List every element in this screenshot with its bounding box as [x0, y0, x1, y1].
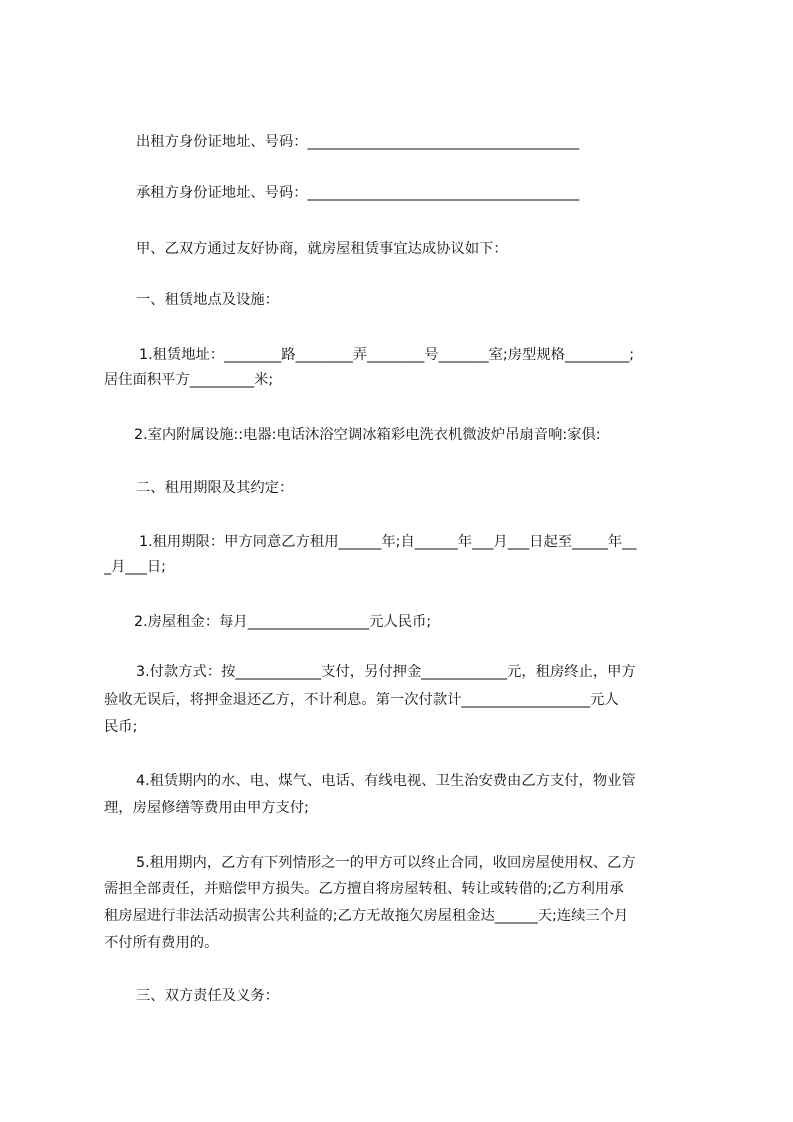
- clause-2-2: 2.房屋租金：每月_________________元人民币;: [134, 614, 432, 630]
- section-heading-1: 一、租赁地点及设施：: [136, 292, 279, 308]
- lessee-id-line: 承租方身份证地址、号码：______________________________________: [136, 185, 580, 201]
- section-heading-3: 三、双方责任及义务：: [136, 988, 279, 1004]
- section-heading-2: 二、租用期限及其约定：: [136, 480, 294, 496]
- clause-1-1-line-1: 1.租赁地址：________路________弄________号_______室;房型规格_________;: [139, 347, 635, 363]
- clause-2-3-line-1: 3.付款方式：按____________支付，另付押金____________元，租房终止，甲方: [136, 664, 636, 680]
- clause-2-3-line-2: 验收无误后，将押金退还乙方，不计利息。第一次付款计__________________元人: [104, 692, 619, 708]
- clause-2-4-line-2: 理，房屋修缮等费用由甲方支付;: [104, 800, 309, 816]
- clause-2-1-line-2: _月___日;: [104, 559, 167, 575]
- clause-2-5-line-4: 不付所有费用的。: [104, 935, 219, 951]
- clause-2-1-line-1: 1.租用期限：甲方同意乙方租用______年;自______年___月___日起至_____年__: [139, 534, 637, 550]
- lessor-id-line: 出租方身份证地址、号码：______________________________________: [136, 134, 580, 150]
- clause-2-5-line-2: 需担全部责任，并赔偿甲方损失。乙方擅自将房屋转租、转让或转借的;乙方利用承: [104, 881, 624, 897]
- clause-1-1-line-2: 居住面积平方_________米;: [104, 372, 274, 388]
- agreement-intro: 甲、乙双方通过友好协商，就房屋租赁事宜达成协议如下：: [136, 241, 508, 257]
- clause-2-4-line-1: 4.租赁期内的水、电、煤气、电话、有线电视、卫生治安费由乙方支付，物业管: [136, 773, 636, 789]
- clause-2-3-line-3: 民币;: [104, 719, 138, 735]
- clause-1-2: 2.室内附属设施::电器:电话沐浴空调冰箱彩电洗衣机微波炉吊扇音响:家俱:: [134, 427, 601, 443]
- clause-2-5-line-1: 5.租用期内，乙方有下列情形之一的甲方可以终止合同，收回房屋使用权、乙方: [136, 855, 636, 871]
- clause-2-5-line-3: 租房屋进行非法活动损害公共利益的;乙方无故拖欠房屋租金达______天;连续三个月: [104, 908, 629, 924]
